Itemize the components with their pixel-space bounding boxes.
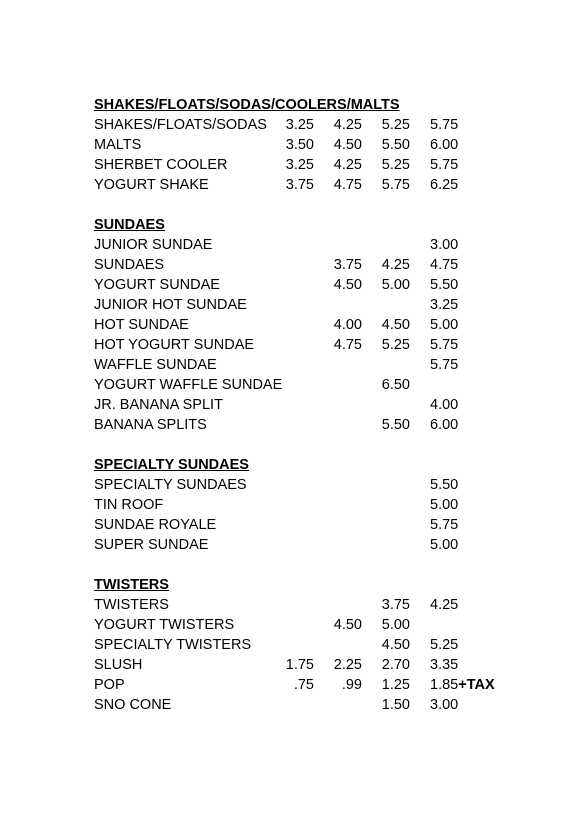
menu-item-row xyxy=(94,655,534,675)
item-price xyxy=(334,155,362,175)
item-price xyxy=(334,255,362,275)
item-price xyxy=(286,655,314,675)
price-value: 4.25 xyxy=(333,157,362,173)
price-value: 3.35 xyxy=(430,657,459,673)
item-name: JUNIOR HOT SUNDAE xyxy=(94,297,247,313)
item-price xyxy=(382,635,410,655)
menu-section xyxy=(94,455,534,555)
price-value: 3.25 xyxy=(285,157,314,173)
price-value: 2.25 xyxy=(333,657,362,673)
menu-item-row xyxy=(94,415,534,435)
price-value: .75 xyxy=(293,677,314,693)
item-price xyxy=(430,315,458,335)
item-price xyxy=(334,115,362,135)
menu-item-row xyxy=(94,135,534,155)
item-name: JUNIOR SUNDAE xyxy=(94,237,213,253)
menu-section xyxy=(94,95,534,195)
price-value: 4.50 xyxy=(381,317,410,333)
item-price xyxy=(334,655,362,675)
item-name: SUPER SUNDAE xyxy=(94,537,209,553)
item-price xyxy=(286,175,314,195)
price-value: 3.25 xyxy=(285,117,314,133)
menu-item-row xyxy=(94,495,534,515)
price-value: 1.85 xyxy=(430,677,459,693)
item-price xyxy=(430,355,458,375)
item-name: JR. BANANA SPLIT xyxy=(94,397,223,413)
item-price xyxy=(382,155,410,175)
price-value: 4.50 xyxy=(333,137,362,153)
price-value: 5.50 xyxy=(430,277,459,293)
menu-item-row xyxy=(94,515,534,535)
price-value: 5.00 xyxy=(430,497,459,513)
menu-item-row xyxy=(94,295,534,315)
price-value: 5.75 xyxy=(381,177,410,193)
item-name: SUNDAE ROYALE xyxy=(94,517,217,533)
price-value: 3.75 xyxy=(381,597,410,613)
menu-item-row xyxy=(94,255,534,275)
item-price xyxy=(382,695,410,715)
item-name: SNO CONE xyxy=(94,697,172,713)
price-value: .99 xyxy=(341,677,362,693)
menu-item-row xyxy=(94,635,534,655)
item-price xyxy=(430,675,495,695)
price-value: 5.25 xyxy=(381,337,410,353)
item-name: SUNDAES xyxy=(94,257,165,273)
item-name: HOT YOGURT SUNDAE xyxy=(94,337,255,353)
price-value: 4.75 xyxy=(333,177,362,193)
item-price xyxy=(334,275,362,295)
item-price xyxy=(286,135,314,155)
item-price xyxy=(430,115,458,135)
menu-item-row xyxy=(94,335,534,355)
price-value: 3.50 xyxy=(285,137,314,153)
price-value: 1.75 xyxy=(285,657,314,673)
item-price xyxy=(382,315,410,335)
price-value: 5.75 xyxy=(430,517,459,533)
price-value: 3.00 xyxy=(430,697,459,713)
menu-section xyxy=(94,575,534,715)
tax-note: +TAX xyxy=(458,677,495,693)
price-value: 4.25 xyxy=(430,597,459,613)
item-price xyxy=(430,635,458,655)
item-price xyxy=(382,655,410,675)
item-price xyxy=(430,175,458,195)
price-value: 5.50 xyxy=(381,137,410,153)
price-value: 5.00 xyxy=(381,277,410,293)
item-price xyxy=(430,595,458,615)
price-value: 5.00 xyxy=(430,537,459,553)
menu-item-row xyxy=(94,395,534,415)
item-name: HOT SUNDAE xyxy=(94,317,189,333)
item-price xyxy=(430,235,458,255)
item-price xyxy=(342,675,362,695)
item-price xyxy=(334,135,362,155)
price-value: 4.25 xyxy=(381,257,410,273)
item-name: SPECIALTY TWISTERS xyxy=(94,637,252,653)
menu-item-row xyxy=(94,235,534,255)
item-name: TIN ROOF xyxy=(94,497,164,513)
item-price xyxy=(430,695,458,715)
item-price xyxy=(294,675,314,695)
section-heading: SPECIALTY SUNDAES xyxy=(94,457,249,473)
menu-item-row xyxy=(94,475,534,495)
item-price xyxy=(430,295,458,315)
menu-item-row xyxy=(94,315,534,335)
item-name: SHAKES/FLOATS/SODAS xyxy=(94,117,267,133)
price-value: 1.50 xyxy=(381,697,410,713)
item-price xyxy=(334,315,362,335)
item-name: SPECIALTY SUNDAES xyxy=(94,477,247,493)
item-name: POP xyxy=(94,677,125,693)
item-price xyxy=(334,615,362,635)
item-price xyxy=(382,115,410,135)
item-name: YOGURT SHAKE xyxy=(94,177,209,193)
item-price xyxy=(382,615,410,635)
item-price xyxy=(430,535,458,555)
item-price xyxy=(382,595,410,615)
price-value: 4.75 xyxy=(430,257,459,273)
price-value: 4.75 xyxy=(333,337,362,353)
price-value: 5.00 xyxy=(381,617,410,633)
item-name: SLUSH xyxy=(94,657,143,673)
item-name: YOGURT WAFFLE SUNDAE xyxy=(94,377,283,393)
price-value: 3.00 xyxy=(430,237,459,253)
price-value: 5.75 xyxy=(430,157,459,173)
price-value: 5.25 xyxy=(381,117,410,133)
price-value: 5.75 xyxy=(430,357,459,373)
item-price xyxy=(430,415,458,435)
item-name: SHERBET COOLER xyxy=(94,157,228,173)
section-heading: TWISTERS xyxy=(94,577,169,593)
price-value: 5.25 xyxy=(430,637,459,653)
item-price xyxy=(430,255,458,275)
item-price xyxy=(382,255,410,275)
item-price xyxy=(430,155,458,175)
price-value: 5.00 xyxy=(430,317,459,333)
item-name: BANANA SPLITS xyxy=(94,417,207,433)
menu-section xyxy=(94,215,534,435)
item-price xyxy=(430,655,458,675)
price-menu xyxy=(94,95,534,735)
item-name: YOGURT SUNDAE xyxy=(94,277,220,293)
price-value: 3.75 xyxy=(333,257,362,273)
price-value: 6.25 xyxy=(430,177,459,193)
item-price xyxy=(286,155,314,175)
section-heading: SUNDAES xyxy=(94,217,165,233)
menu-item-row xyxy=(94,155,534,175)
price-value: 3.25 xyxy=(430,297,459,313)
menu-item-row xyxy=(94,615,534,635)
price-value: 5.75 xyxy=(430,337,459,353)
item-price xyxy=(382,275,410,295)
price-value: 4.50 xyxy=(333,617,362,633)
item-price xyxy=(382,175,410,195)
item-price xyxy=(430,515,458,535)
item-price xyxy=(430,335,458,355)
menu-item-row xyxy=(94,375,534,395)
item-name: YOGURT TWISTERS xyxy=(94,617,235,633)
menu-item-row xyxy=(94,275,534,295)
item-price xyxy=(382,415,410,435)
item-name: WAFFLE SUNDAE xyxy=(94,357,217,373)
price-value: 3.75 xyxy=(285,177,314,193)
item-name: MALTS xyxy=(94,137,142,153)
item-price xyxy=(430,275,458,295)
item-price xyxy=(430,495,458,515)
item-price xyxy=(382,335,410,355)
item-name: TWISTERS xyxy=(94,597,169,613)
item-price xyxy=(286,115,314,135)
item-price xyxy=(382,375,410,395)
price-value: 4.00 xyxy=(430,397,459,413)
menu-item-row xyxy=(94,675,534,695)
price-value: 6.00 xyxy=(430,417,459,433)
menu-item-row xyxy=(94,595,534,615)
item-price xyxy=(430,475,458,495)
price-value: 4.50 xyxy=(381,637,410,653)
menu-item-row xyxy=(94,535,534,555)
item-price xyxy=(382,135,410,155)
price-value: 4.00 xyxy=(333,317,362,333)
item-price xyxy=(430,135,458,155)
price-value: 6.00 xyxy=(430,137,459,153)
item-price xyxy=(430,395,458,415)
price-value: 4.50 xyxy=(333,277,362,293)
item-price xyxy=(334,175,362,195)
price-value: 5.50 xyxy=(381,417,410,433)
menu-item-row xyxy=(94,355,534,375)
price-value: 5.75 xyxy=(430,117,459,133)
section-heading: SHAKES/FLOATS/SODAS/COOLERS/MALTS xyxy=(94,97,400,113)
price-value: 5.25 xyxy=(381,157,410,173)
menu-item-row xyxy=(94,115,534,135)
price-value: 4.25 xyxy=(333,117,362,133)
price-value: 2.70 xyxy=(381,657,410,673)
price-value: 5.50 xyxy=(430,477,459,493)
price-value: 1.25 xyxy=(381,677,410,693)
menu-item-row xyxy=(94,175,534,195)
item-price xyxy=(334,335,362,355)
price-value: 6.50 xyxy=(381,377,410,393)
item-price xyxy=(382,675,410,695)
menu-item-row xyxy=(94,695,534,715)
